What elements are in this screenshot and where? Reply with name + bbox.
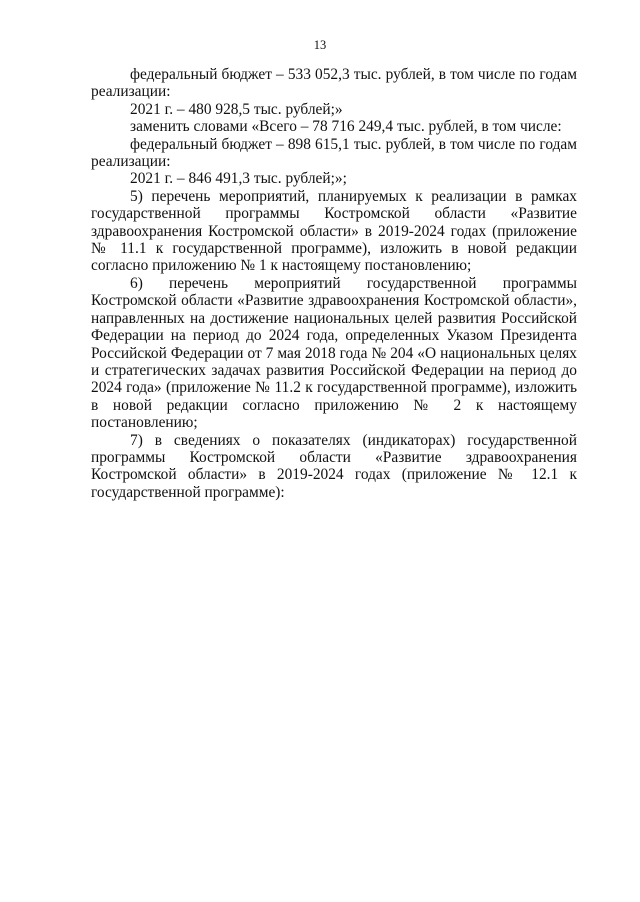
paragraph-federal-budget-new: федеральный бюджет – 898 615,1 тыс. рублей, в том числе по годам реализации:	[91, 135, 577, 171]
paragraph-2021-old: 2021 г. – 480 928,5 тыс. рублей;»	[130, 100, 343, 118]
paragraph-item-7: 7) в сведениях о показателях (индикаторах) государственной программы Костромской области «Развитие здравоохранения Костромской области» в 2019-2024 годах (приложение № 12.1 к государственной программе):	[91, 431, 577, 501]
page-number: 13	[313, 38, 327, 52]
paragraph-federal-budget-old: федеральный бюджет – 533 052,3 тыс. рублей, в том числе по годам реализации:	[91, 66, 577, 101]
paragraph-item-6: 6) перечень мероприятий государственной программы Костромской области «Развитие здравоохранения Костромской области», направленных на достижение национальных целей развития Российской Федерации на период до 2024 года, определенных Указом Президента Российской Федерации от 7 мая 2018 года № 204 «О национальных целях и стратегических задачах развития Российской Федерации на период до 2024 года» (приложение № 11.2 к государственной программе), изложить в новой редакции согласно приложению № 2 к настоящему постановлению;	[91, 274, 577, 432]
paragraph-2021-new: 2021 г. – 846 491,3 тыс. рублей;»;	[130, 170, 347, 188]
paragraph-item-5: 5) перечень мероприятий, планируемых к реализации в рамках государственной программы Костромской области «Развитие здравоохранения Костромской области» в 2019-2024 годах (приложение № 11.1 к государственной программе), изложить в новой редакции согласно приложению № 1 к настоящему постановлению;	[91, 187, 577, 275]
document-body	[91, 66, 577, 501]
paragraph-replace-total: заменить словами «Всего – 78 716 249,4 тыс. рублей, в том числе:	[130, 118, 562, 136]
